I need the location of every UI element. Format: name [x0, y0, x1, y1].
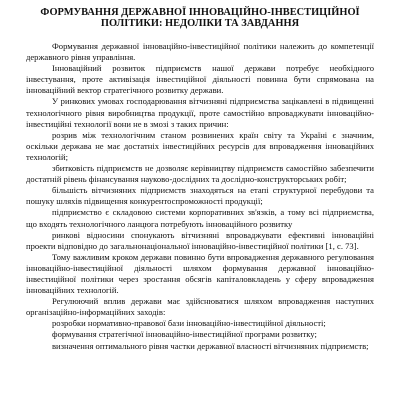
- paragraph-2: Інноваційний розвиток підприємств нашої держави потребує необхідного інвестування, проте активізація інвестиційної діяльності повинна бути спрямована на інноваційний вектор стратегічного розвитку держави.: [26, 63, 374, 96]
- paragraph-5: збитковість підприємств не дозволяє керівництву підприємств самостійно забезпечити достатній рівень фінансування науково-дослідних та дослідно-конструкторських робіт;: [26, 163, 374, 185]
- paragraph-13: визначення оптимального рівня частки державної власності вітчизняних підприємств;: [52, 340, 369, 351]
- paragraph-1: Формування державної інноваційно-інвестиційної політики належить до компетенції державного рівня управління.: [26, 41, 374, 63]
- paragraph-9: Тому важливим кроком держави повинно бути впровадження державного регулювання інноваційно-інвестиційної діяльності шляхом формування державної інноваційно-інвестиційної політики через зростання обсягів капіталовкладень у сферу впровадження інноваційних технологій.: [26, 251, 374, 296]
- document-title: [26, 7, 374, 29]
- paragraph-11: розробки нормативно-правової бази інноваційно-інвестиційної діяльності;: [52, 318, 326, 329]
- document-title-line-1: ФОРМУВАННЯ ДЕРЖАВНОЇ ІННОВАЦІЙНО-ІНВЕСТИЦІЙНОЇ: [40, 7, 360, 18]
- paragraph-12: формування стратегічної інноваційно-інвестиційної програми розвитку;: [52, 329, 317, 340]
- document-title-line-2: ПОЛІТИКИ: НЕДОЛІКИ ТА ЗАВДАННЯ: [100, 18, 300, 29]
- paragraph-6: більшість вітчизняних підприємств знаходяться на етапі структурної перебудови та пошуку шляхів підвищення конкурентоспроможності продукції;: [26, 185, 374, 207]
- paragraph-7: підприємство є складовою системи корпоративних зв'язків, а тому всі підприємства, що входять технологічного ланцюга потребують інноваційного розвитку: [26, 207, 374, 229]
- paragraph-4: розрив між технологічним станом розвинених країн світу та Україні є значним, оскільки держава не має достатніх інвестиційних ресурсів для впровадження інноваційних технологій;: [26, 129, 374, 162]
- paragraph-3: У ринкових умовах господарювання вітчизняні підприємства зацікавлені в підвищенні технологічного рівня виробництва продукції, проте самостійно впроваджувати інноваційно-інвестиційні технології вони не в змозі з таких причин:: [26, 96, 374, 129]
- paragraph-8: ринкові відносини спонукають вітчизняні впроваджувати ефективні інноваційні проекти відповідно до загальнонаціональної інноваційно-інвестиційної політики [1, с. 73].: [26, 229, 374, 251]
- paragraph-10: Регулюючий вплив держави має здійснюватися шляхом впровадження наступних організаційно-інформаційних заходів:: [26, 296, 374, 318]
